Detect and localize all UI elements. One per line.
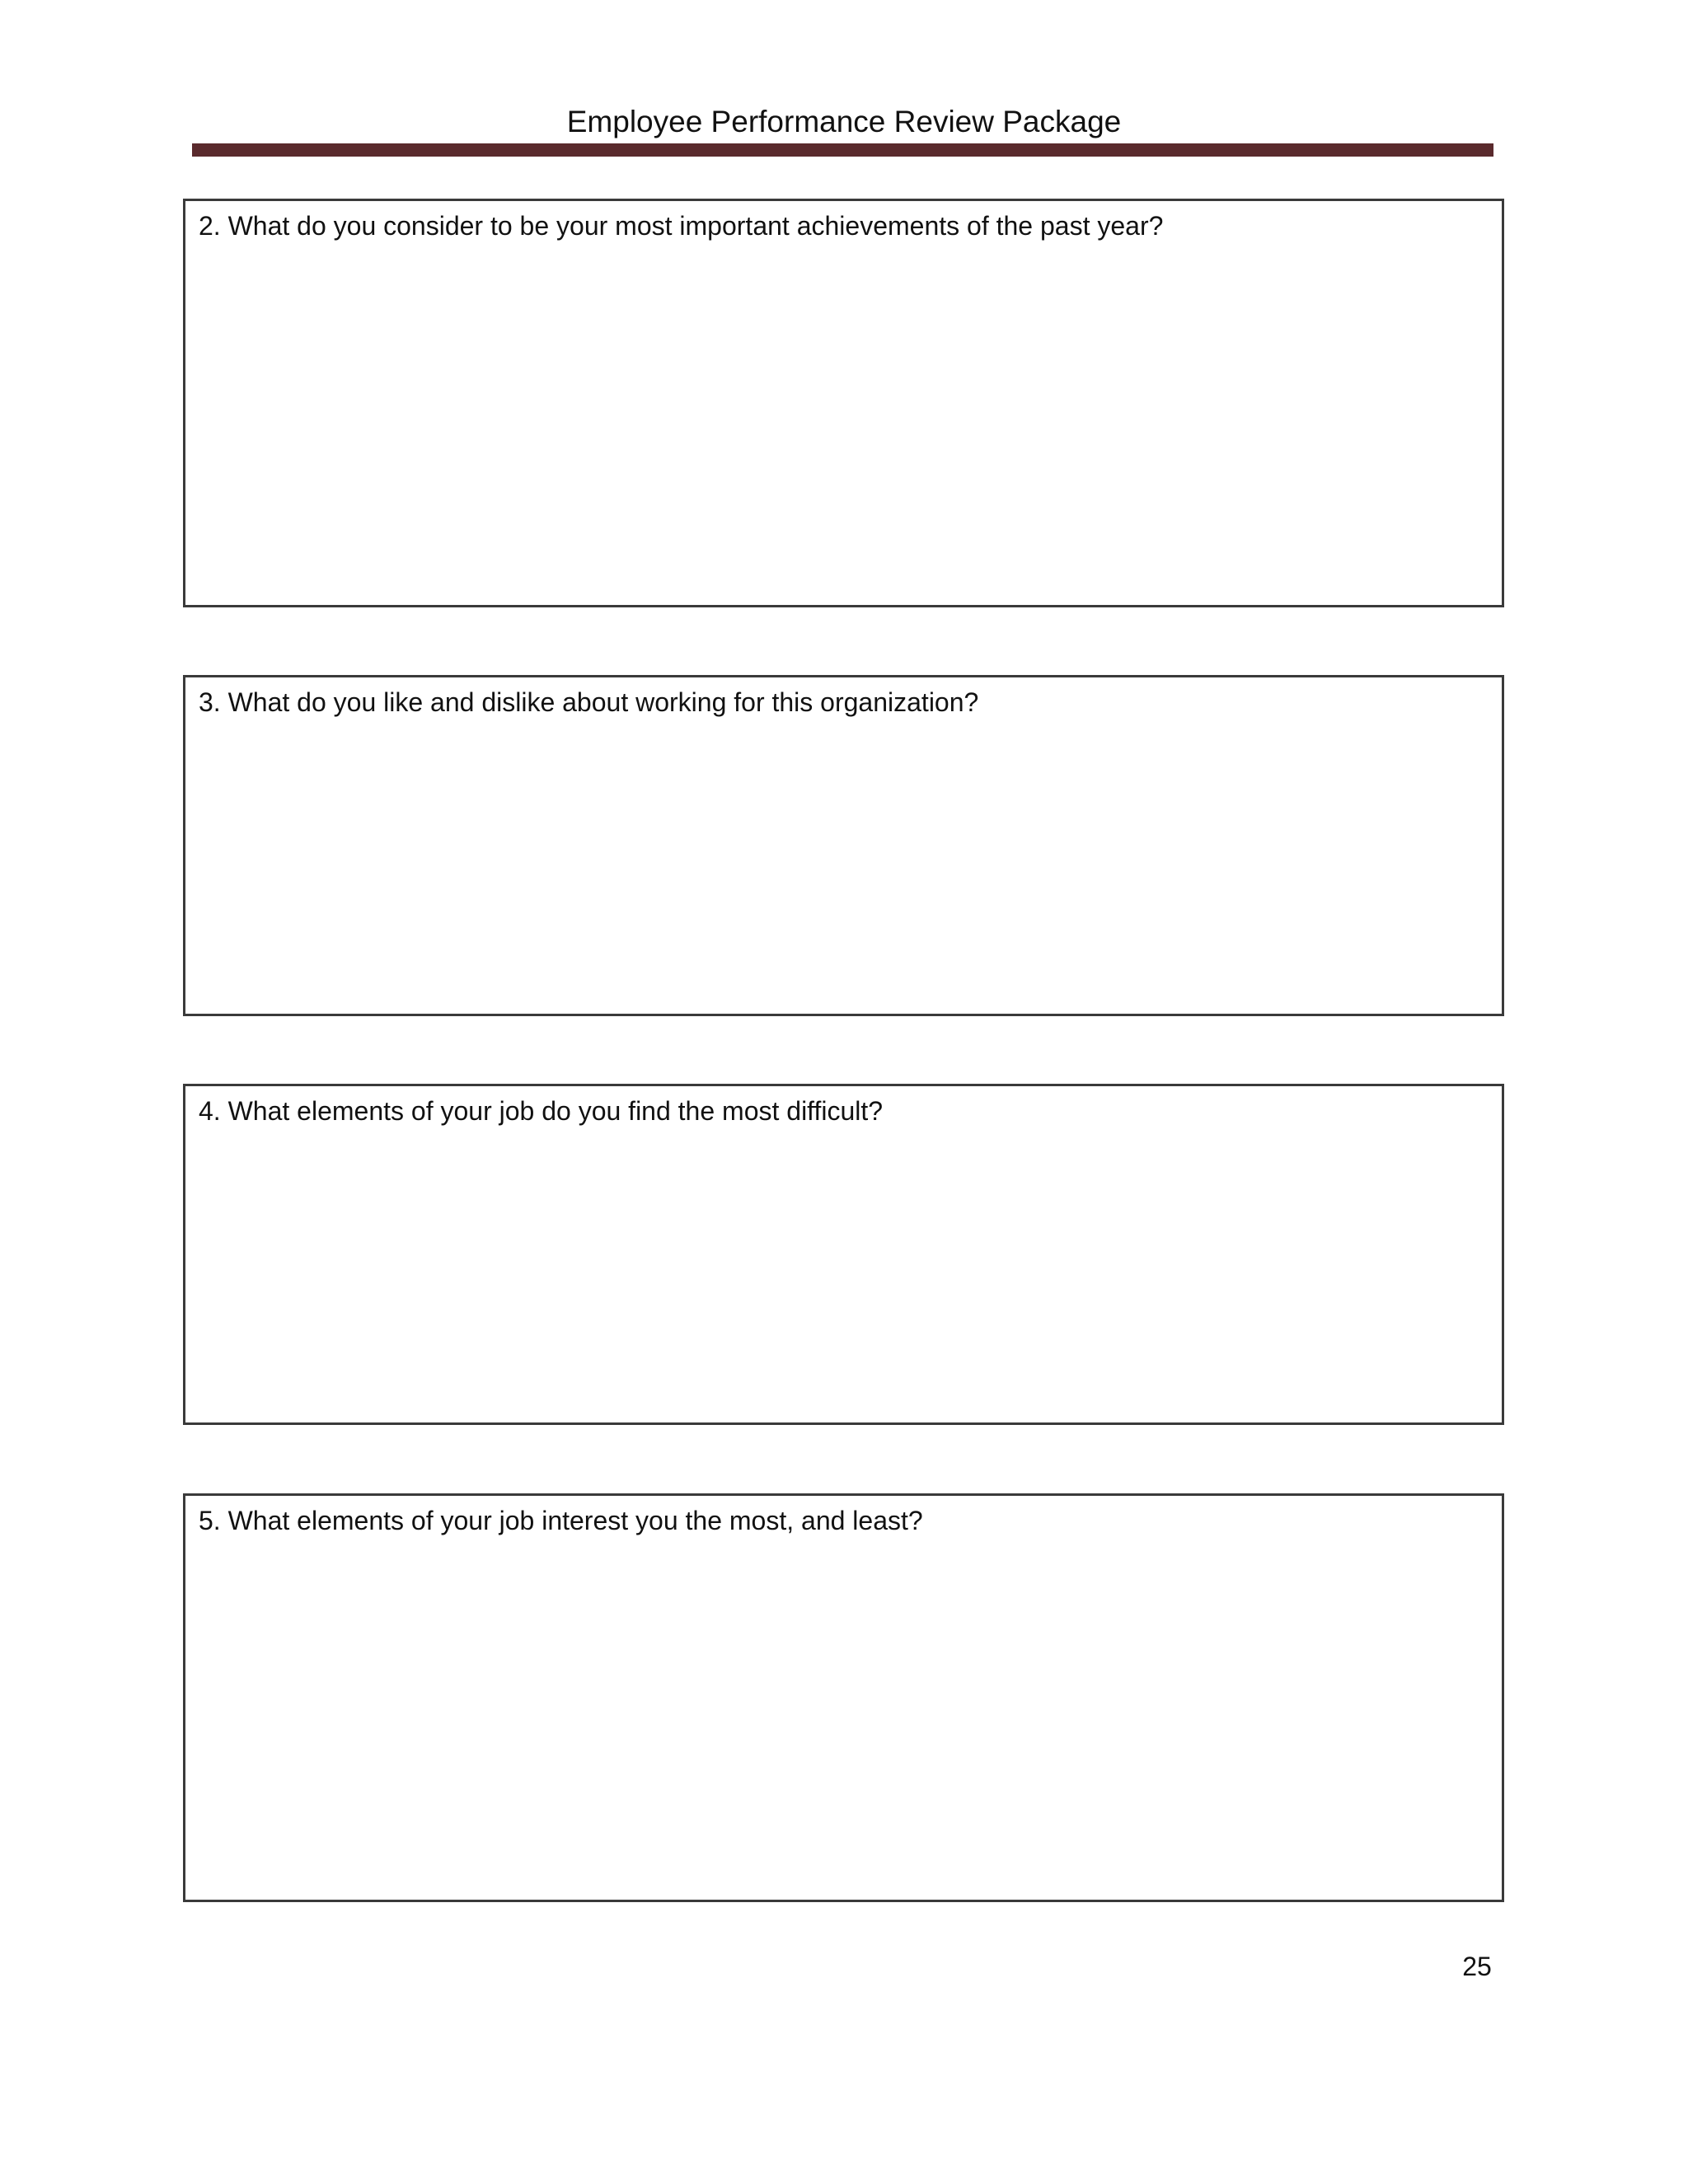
question-label: 4. What elements of your job do you find the most difficult?: [199, 1096, 884, 1126]
header-divider-bar: [192, 143, 1493, 157]
question-label: 5. What elements of your job interest you the most, and least?: [199, 1506, 923, 1535]
page-number: 25: [1462, 1952, 1492, 1981]
page-header-title: Employee Performance Review Package: [566, 105, 1122, 138]
question-box-difficult-elements[interactable]: [183, 1084, 1504, 1425]
question-label: 3. What do you like and dislike about working for this organization?: [199, 687, 979, 717]
question-label: 2. What do you consider to be your most important achievements of the past year?: [199, 211, 1164, 241]
question-box-interests[interactable]: [183, 1493, 1504, 1902]
question-box-likes-dislikes[interactable]: [183, 675, 1504, 1016]
question-box-achievements[interactable]: [183, 199, 1504, 607]
